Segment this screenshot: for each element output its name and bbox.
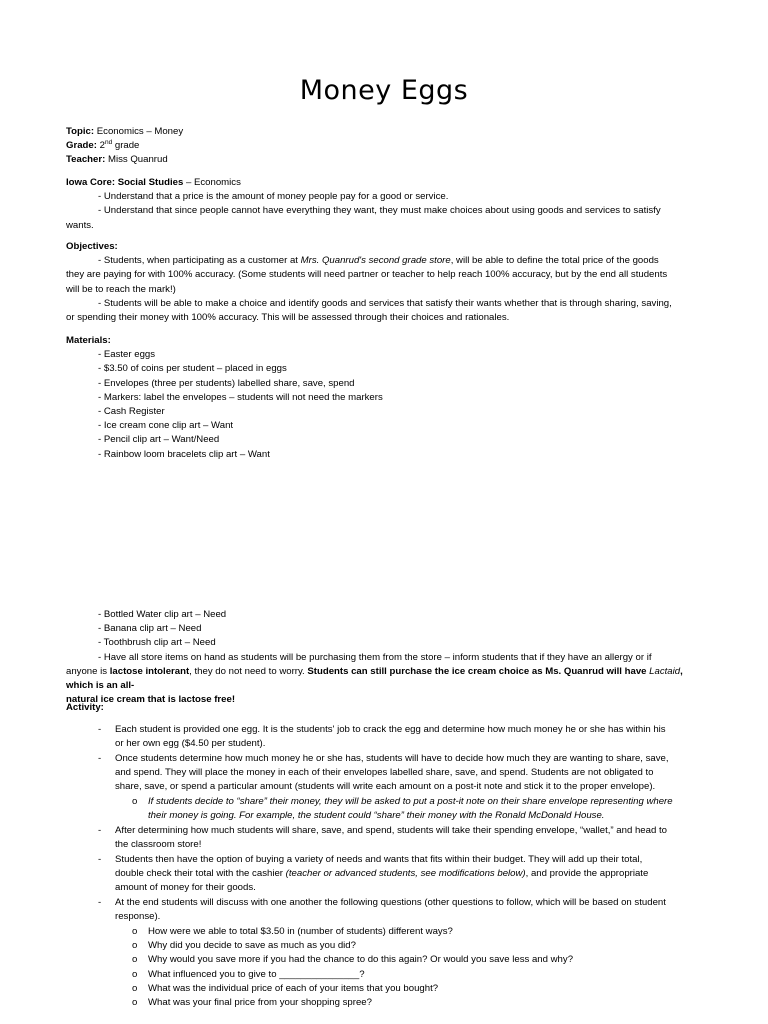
store-note-lactose: lactose intolerant [109, 665, 190, 677]
objective-2-line-1: - Students will be able to make a choice and identify goods and services that satisfy their wants whether that is through sharing, saving, [98, 297, 672, 309]
objective-1-line-1 [66, 254, 706, 268]
activity-2-subitem [148, 795, 706, 823]
objectives-label: Objectives: [66, 241, 118, 252]
sub-bullet-circle: o [132, 796, 138, 807]
grade-superscript: nd [104, 139, 113, 147]
store-note-text-c: , they do not need to worry. [189, 665, 308, 677]
activity-2-line-1: Once students determine how much money he or she has, students will have to decide how much they are wanting to share, save, [115, 753, 669, 764]
activity-3-line-2: the classroom store! [115, 839, 202, 851]
activity-2-line-3: share, save, or spend a particular amount (students will write each amount on a post-it note and stick it to the proper envelope). [115, 781, 656, 793]
topic-line [66, 125, 706, 139]
iowa-core-topic: – Economics [185, 177, 241, 188]
objective-1-line-2: they are paying for with 100% accuracy. (Some students will need partner or teacher to help reach 100% accuracy, but by the end all students [66, 269, 668, 281]
grade-value: 2 [99, 140, 105, 152]
activity-3-line-1: After determining how much students will share, save, and spend, students will take their spending envelope, “wallet,” and head to [115, 825, 667, 836]
topic-value: Economics – Money [96, 126, 184, 137]
discussion-question: How were we able to total $3.50 in (number of students) different ways? [148, 926, 453, 937]
teacher-label: Teacher: [66, 154, 106, 166]
material-item: - Toothbrush clip art – Need [98, 637, 216, 649]
material-item: - Markers: label the envelopes – students will not need the markers [98, 391, 383, 403]
iowa-core-item: - Understand that since people cannot have everything they want, they must make choices about using goods and services to satisfy [98, 205, 661, 217]
grade-label: Grade: [66, 140, 97, 152]
activity-4-line-1: Students then have the option of buying a variety of needs and wants that fits within their budget. They will add up their total, [115, 854, 643, 865]
discussion-question: What was the individual price of each of your items that you bought? [148, 983, 439, 994]
store-note-line-2 [66, 665, 706, 693]
sub-bullet-circle: o [132, 926, 138, 937]
material-item: - Ice cream cone clip art – Want [98, 420, 234, 432]
sub-bullet-circle: o [132, 969, 138, 980]
sub-bullet-circle: o [132, 954, 138, 965]
topic-label: Topic: [66, 126, 95, 137]
activity-4-line-2 [115, 867, 705, 881]
iowa-core-label: Iowa Core: Social Studies [66, 177, 184, 188]
material-item: - Rainbow loom bracelets clip art – Want [98, 448, 270, 460]
grade-suffix: grade [114, 140, 140, 152]
teacher-value: Miss Quanrud [107, 154, 168, 166]
store-note-line-1: - Have all store items on hand as students will be purchasing them from the store – inform students that if they have an allergy or if [98, 651, 652, 663]
materials-label: Materials: [66, 335, 111, 346]
activity-bullet: - [98, 897, 102, 908]
share-note-line-1: If students decide to “share” their money, they will be asked to put a post-it note on their share envelope representing where [148, 796, 673, 807]
teacher-line [66, 153, 706, 167]
iowa-core-section [66, 176, 706, 233]
material-item: - Banana clip art – Need [98, 623, 202, 635]
store-note-text-d: Students can still purchase the ice cream choice as Ms. Quanrud will have [307, 665, 650, 677]
material-item: - Cash Register [98, 406, 165, 418]
activity-item-4 [115, 853, 705, 896]
sub-bullet-circle: o [132, 997, 138, 1008]
page-title: Money Eggs [299, 75, 469, 106]
objective-1-text-b: , will be able to define the total price of the goods [450, 255, 659, 267]
store-note-text-a: anyone is [66, 665, 110, 677]
activity-4-cashier-note: (teacher or advanced students, see modifications below) [285, 868, 526, 880]
iowa-core-item-continued: wants. [66, 219, 94, 231]
share-note-line-2: their money is going. For example, the student could “share” their money with the Ronald McDonald House. [148, 810, 605, 822]
iowa-core-item: - Understand that a price is the amount of money people pay for a good or service. [98, 191, 449, 203]
store-note-lactaid: Lactaid [649, 665, 681, 677]
activity-4-text-b: , and provide the appropriate [525, 868, 649, 880]
activity-4-text-a: double check their total with the cashier [115, 868, 286, 880]
activity-item-2 [115, 752, 705, 795]
sub-bullet-circle: o [132, 940, 138, 951]
objective-1-text-a: - Students, when participating as a customer at [98, 255, 301, 267]
header-info [66, 125, 706, 168]
activity-item-1 [115, 723, 705, 751]
sub-bullet-circle: o [132, 983, 138, 994]
discussion-question: Why did you decide to save as much as you did? [148, 940, 356, 951]
objectives-section [66, 240, 706, 325]
objective-1-line-3: will be to reach the mark!) [66, 283, 176, 295]
iowa-core-heading [66, 176, 706, 190]
objectives-heading [66, 240, 706, 254]
store-note-text-end: natural ice cream that is lactose free! [66, 694, 236, 706]
activity-item-5 [115, 896, 705, 924]
material-item: - $3.50 of coins per student – placed in eggs [98, 363, 287, 375]
objective-2-line-2: or spending their money with 100% accuracy. This will be assessed through their choices and rationales. [66, 312, 510, 324]
activity-5-line-1: At the end students will discuss with one another the following questions (other questions to follow, which will be based on student [115, 897, 666, 908]
activity-1-line-2: or her own egg ($4.50 per student). [115, 738, 266, 750]
objective-1-store-name: Mrs. Quanrud's second grade store [300, 255, 451, 267]
discussion-question: What was your final price from your shopping spree? [148, 997, 372, 1008]
materials-heading [66, 334, 706, 348]
activity-heading [66, 701, 706, 715]
materials-section-continued [66, 608, 706, 707]
activity-bullet: - [98, 825, 102, 836]
material-item: - Easter eggs [98, 349, 156, 361]
activity-bullet: - [98, 854, 102, 865]
material-item: - Bottled Water clip art – Need [98, 609, 227, 620]
material-item: - Pencil clip art – Want/Need [98, 434, 220, 446]
activity-label: Activity: [66, 702, 104, 713]
grade-line [66, 139, 706, 153]
activity-2-line-2: and spend. They will place the money in each of their envelopes labelled share, save, and spend. Students are not obligated to [115, 767, 654, 779]
store-note-text-f: , which is an all- [66, 665, 683, 692]
activity-4-line-3: amount of money for their goods. [115, 882, 256, 894]
discussion-question: What influenced you to give to _______________? [148, 969, 365, 980]
discussion-question: Why would you save more if you had the chance to do this again? Or would you save less and why? [148, 954, 574, 965]
materials-section [66, 334, 706, 462]
activity-5-line-2: response). [115, 911, 161, 923]
activity-bullet: - [98, 724, 102, 735]
material-item: - Envelopes (three per students) labelled share, save, spend [98, 377, 355, 389]
activity-item-3 [115, 824, 705, 852]
activity-1-line-1: Each student is provided one egg. It is the students' job to crack the egg and determine how much money he or she has within his [115, 724, 666, 735]
activity-bullet: - [98, 753, 102, 764]
